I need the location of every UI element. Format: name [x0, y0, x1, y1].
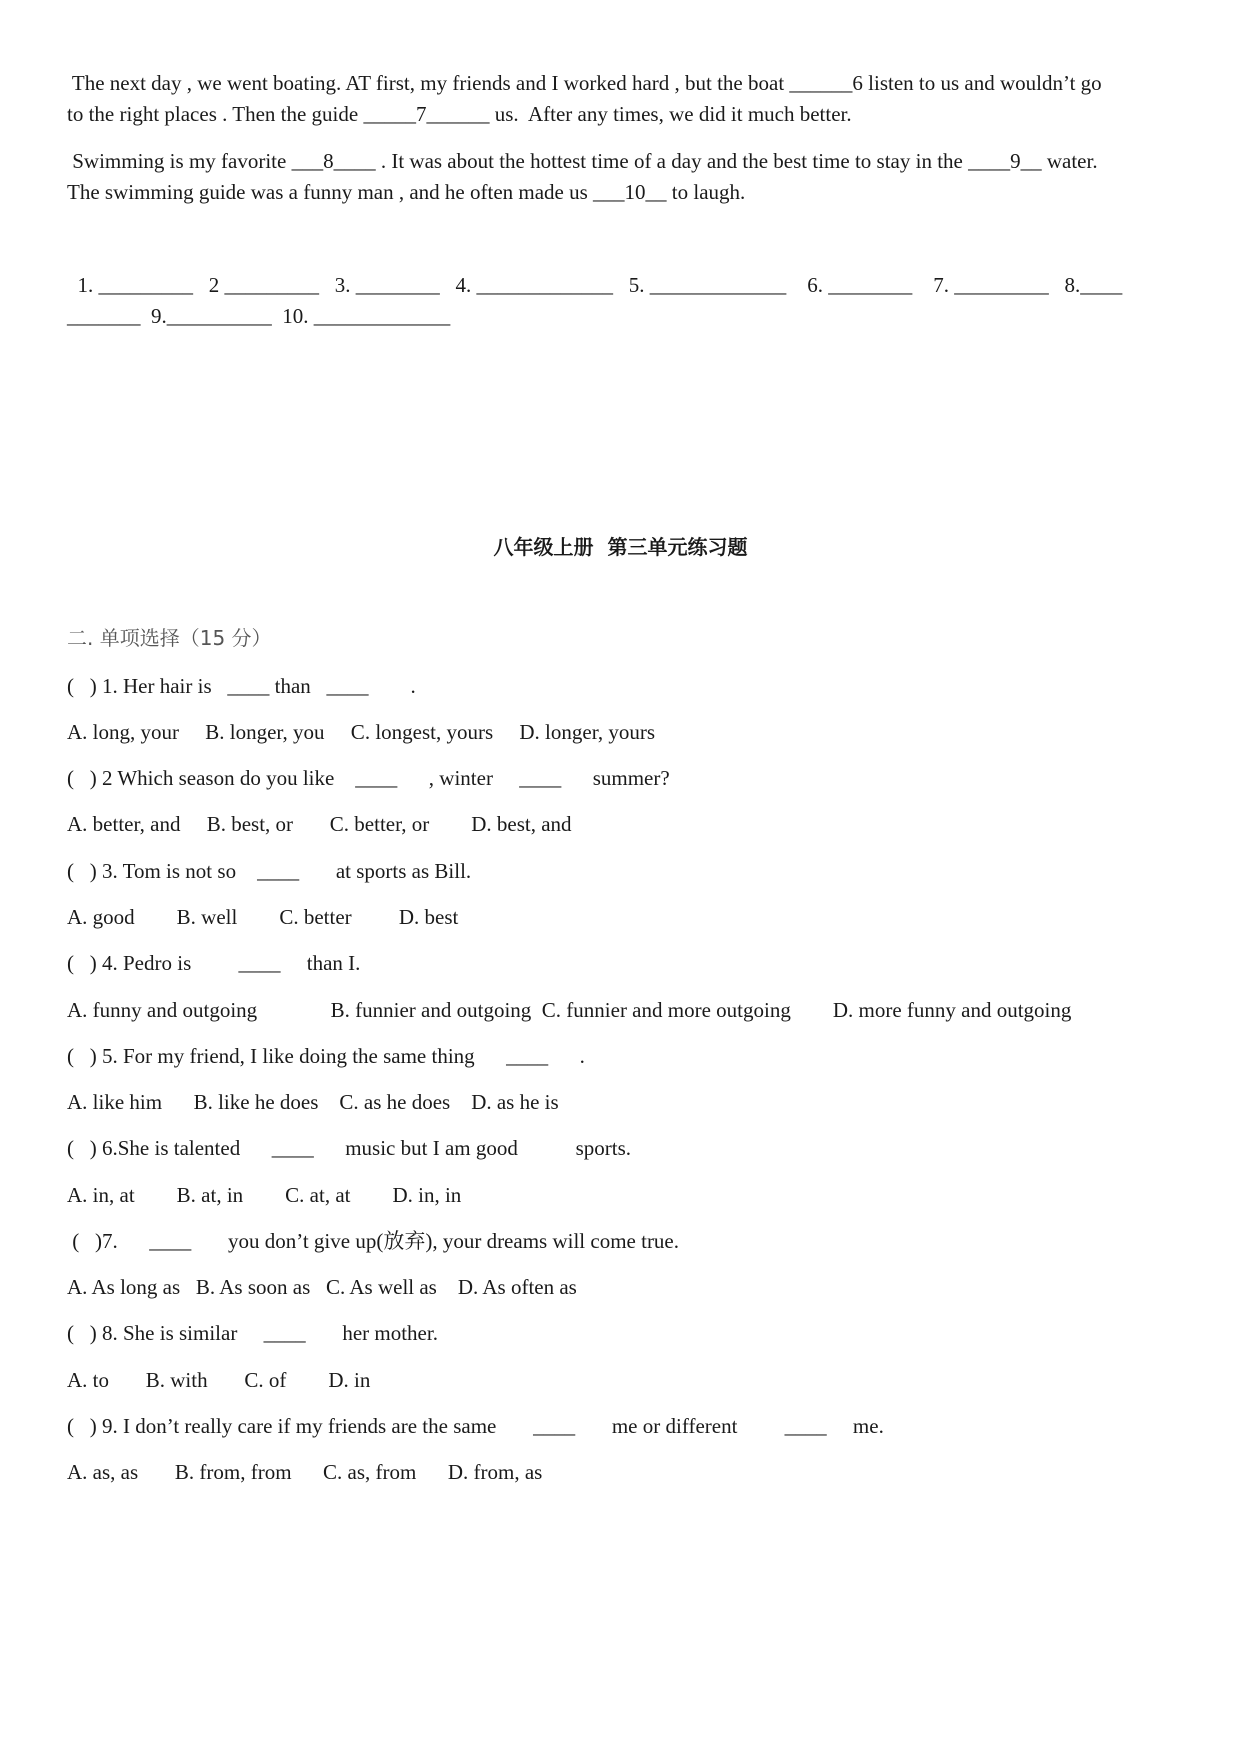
answer-blanks-line-1: 1. _________ 2 _________ 3. ________ 4. _____________ 5. _____________ 6. ________ 7. _________ 8.____	[67, 273, 1123, 297]
question-options: A. better, and B. best, or C. better, or D. best, and	[67, 812, 572, 836]
question-stem: ( ) 8. She is similar ____ her mother.	[67, 1321, 438, 1345]
question-stem: ( ) 3. Tom is not so ____ at sports as Bill.	[67, 859, 472, 883]
question-options: A. like him B. like he does C. as he does D. as he is	[67, 1090, 559, 1114]
passage-paragraph-2-line-2: The swimming guide was a funny man , and he often made us ___10__ to laugh.	[67, 180, 746, 204]
section-heading: 二. 单项选择（15 分）	[67, 626, 272, 650]
question-options: A. funny and outgoing B. funnier and outgoing C. funnier and more outgoing D. more funny and outgoing	[67, 998, 1072, 1022]
unit-title: 八年级上册 第三单元练习题	[493, 535, 748, 559]
passage-paragraph-2-line-1: Swimming is my favorite ___8____ . It was about the hottest time of a day and the best time to stay in the ____9__ water.	[67, 149, 1098, 173]
question-options: A. long, your B. longer, you C. longest, yours D. longer, yours	[67, 720, 656, 744]
question-stem: ( )7. ____ you don’t give up(放弃), your dreams will come true.	[67, 1229, 680, 1253]
question-stem: ( ) 9. I don’t really care if my friends are the same ____ me or different ____ me.	[67, 1414, 884, 1438]
question-options: A. As long as B. As soon as C. As well as D. As often as	[67, 1275, 577, 1299]
answer-blanks-line-2: _______ 9.__________ 10. _____________	[67, 304, 451, 328]
passage-paragraph-1-line-1: The next day , we went boating. AT first, my friends and I worked hard , but the boat ______6 listen to us and wouldn’t go	[67, 71, 1102, 95]
question-options: A. to B. with C. of D. in	[67, 1368, 371, 1392]
question-stem: ( ) 4. Pedro is ____ than I.	[67, 951, 361, 975]
question-stem: ( ) 5. For my friend, I like doing the same thing ____ .	[67, 1044, 585, 1068]
passage-paragraph-1-line-2: to the right places . Then the guide _____7______ us. After any times, we did it much better.	[67, 102, 852, 126]
question-stem: ( ) 1. Her hair is ____ than ____ .	[67, 674, 416, 698]
question-stem: ( ) 2 Which season do you like ____ , winter ____ summer?	[67, 766, 670, 790]
question-options: A. in, at B. at, in C. at, at D. in, in	[67, 1183, 462, 1207]
question-options: A. as, as B. from, from C. as, from D. from, as	[67, 1460, 543, 1484]
question-options: A. good B. well C. better D. best	[67, 905, 459, 929]
question-stem: ( ) 6.She is talented ____ music but I am good sports.	[67, 1136, 632, 1160]
